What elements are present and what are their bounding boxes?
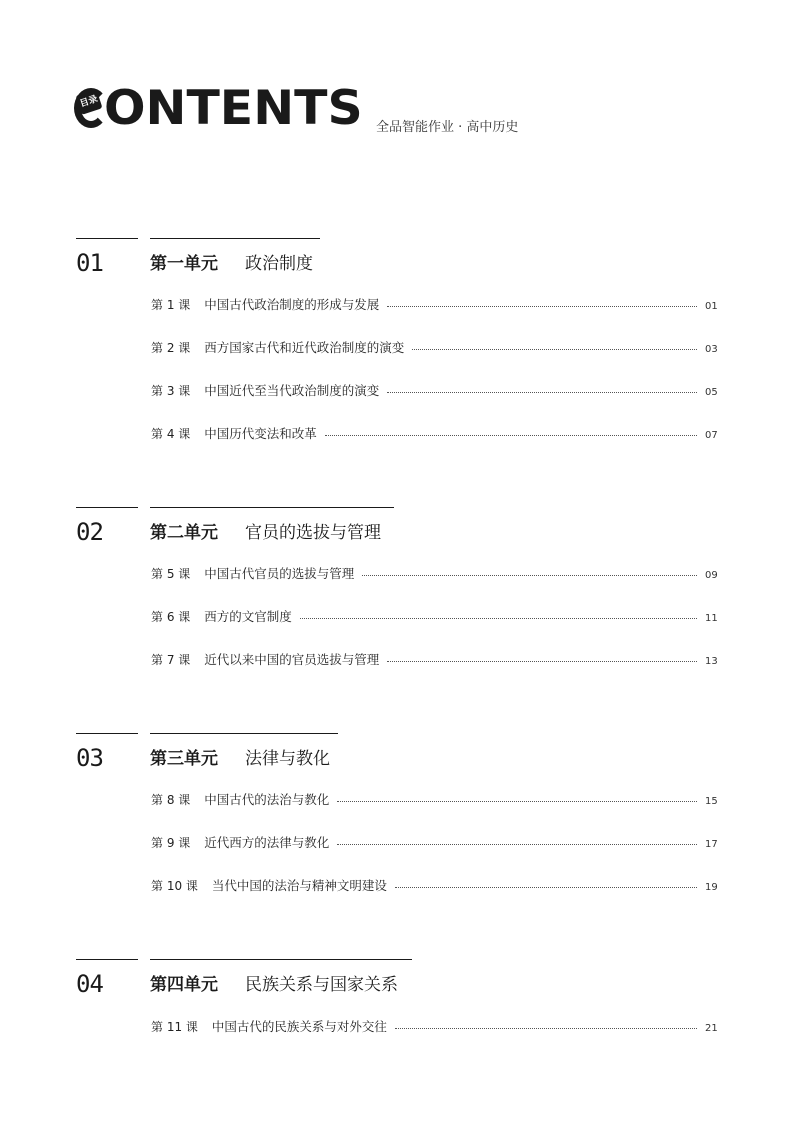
lesson-title: 中国古代的民族关系与对外交往 bbox=[211, 1019, 387, 1034]
unit-title-rule bbox=[150, 959, 412, 960]
unit-number-rule bbox=[76, 507, 138, 508]
lesson-title: 中国古代政治制度的形成与发展 bbox=[204, 297, 380, 312]
lesson-title: 中国历代变法和改革 bbox=[204, 426, 317, 441]
lesson-number: 第 9 课 bbox=[151, 836, 191, 850]
leader-dots bbox=[387, 391, 697, 393]
leader-dots bbox=[325, 434, 697, 436]
lesson-number: 第 11 课 bbox=[151, 1020, 198, 1034]
lesson-entry[interactable] bbox=[151, 295, 717, 313]
logo-mark-badge: 目录 bbox=[75, 89, 102, 115]
lesson-page: 05 bbox=[705, 387, 718, 398]
leader-dots bbox=[362, 574, 697, 576]
leader-dots bbox=[395, 1027, 697, 1029]
lesson-page: 21 bbox=[705, 1023, 718, 1034]
unit-number: 01 bbox=[76, 249, 103, 277]
lesson-title: 西方国家古代和近代政治制度的演变 bbox=[204, 340, 405, 355]
unit-title-rule bbox=[150, 507, 394, 508]
lesson-title: 近代以来中国的官员选拔与管理 bbox=[204, 652, 380, 667]
lesson-title: 近代西方的法律与教化 bbox=[204, 835, 330, 850]
unit-label: 第一单元 bbox=[150, 254, 218, 274]
unit-name: 政治制度 bbox=[245, 254, 313, 274]
unit-label: 第三单元 bbox=[150, 749, 218, 769]
unit-name: 官员的选拔与管理 bbox=[245, 523, 381, 543]
lesson-page: 09 bbox=[705, 570, 718, 581]
lesson-title: 中国近代至当代政治制度的演变 bbox=[204, 383, 380, 398]
lesson-entry[interactable] bbox=[151, 833, 717, 851]
unit-number: 04 bbox=[76, 970, 103, 998]
lesson-number: 第 3 课 bbox=[151, 384, 191, 398]
lesson-page: 01 bbox=[705, 301, 718, 312]
lesson-title: 中国古代的法治与教化 bbox=[204, 792, 330, 807]
lesson-number: 第 6 课 bbox=[151, 610, 191, 624]
lesson-number: 第 7 课 bbox=[151, 653, 191, 667]
unit-label: 第二单元 bbox=[150, 523, 218, 543]
leader-dots bbox=[412, 348, 697, 350]
unit-label: 第四单元 bbox=[150, 975, 218, 995]
contents-title: ONTENTS bbox=[104, 81, 363, 136]
unit-number-rule bbox=[76, 238, 138, 239]
lesson-number: 第 2 课 bbox=[151, 341, 191, 355]
lesson-page: 11 bbox=[705, 613, 718, 624]
leader-dots bbox=[337, 843, 697, 845]
lesson-entry[interactable] bbox=[151, 607, 717, 625]
lesson-page: 07 bbox=[705, 430, 718, 441]
unit-name: 法律与教化 bbox=[245, 749, 330, 769]
lesson-entry[interactable] bbox=[151, 381, 717, 399]
lesson-number: 第 8 课 bbox=[151, 793, 191, 807]
lesson-entry[interactable] bbox=[151, 338, 717, 356]
unit-number-rule bbox=[76, 959, 138, 960]
lesson-title: 当代中国的法治与精神文明建设 bbox=[211, 878, 387, 893]
unit-title-rule bbox=[150, 238, 320, 239]
lesson-entry[interactable] bbox=[151, 876, 717, 894]
book-subtitle: 全品智能作业 · 高中历史 bbox=[376, 120, 519, 135]
lesson-page: 13 bbox=[705, 656, 718, 667]
lesson-entry[interactable] bbox=[151, 1017, 717, 1035]
leader-dots bbox=[395, 886, 697, 888]
leader-dots bbox=[387, 660, 697, 662]
lesson-page: 03 bbox=[705, 344, 718, 355]
lesson-page: 19 bbox=[705, 882, 718, 893]
unit-number-rule bbox=[76, 733, 138, 734]
lesson-title: 西方的文官制度 bbox=[204, 609, 292, 624]
leader-dots bbox=[387, 305, 697, 307]
unit-name: 民族关系与国家关系 bbox=[245, 975, 398, 995]
leader-dots bbox=[300, 617, 697, 619]
unit-number: 02 bbox=[76, 518, 103, 546]
lesson-entry[interactable] bbox=[151, 424, 717, 442]
leader-dots bbox=[337, 800, 697, 802]
lesson-page: 17 bbox=[705, 839, 718, 850]
lesson-entry[interactable] bbox=[151, 790, 717, 808]
lesson-page: 15 bbox=[705, 796, 718, 807]
lesson-entry[interactable] bbox=[151, 564, 717, 582]
lesson-number: 第 1 课 bbox=[151, 298, 191, 312]
unit-title-rule bbox=[150, 733, 338, 734]
lesson-title: 中国古代官员的选拔与管理 bbox=[204, 566, 355, 581]
lesson-number: 第 10 课 bbox=[151, 879, 198, 893]
unit-number: 03 bbox=[76, 744, 103, 772]
lesson-number: 第 4 课 bbox=[151, 427, 191, 441]
lesson-number: 第 5 课 bbox=[151, 567, 191, 581]
lesson-entry[interactable] bbox=[151, 650, 717, 668]
